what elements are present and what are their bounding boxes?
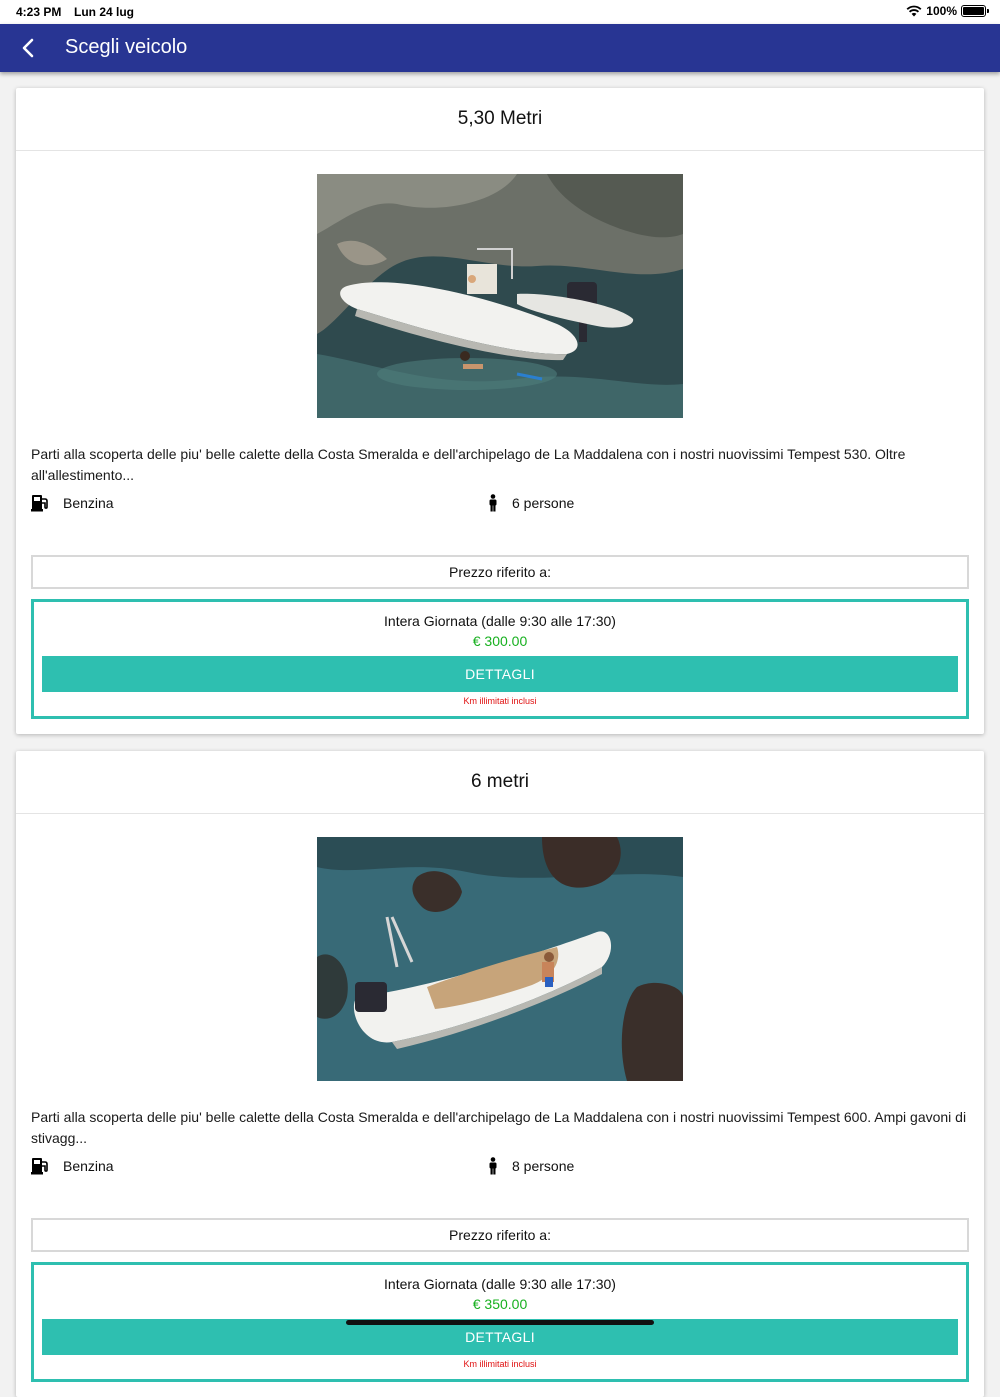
capacity-spec [488,1157,574,1175]
capacity-spec [488,494,574,512]
status-date: Lun 24 lug [74,5,134,19]
vehicle-description: Parti alla scoperta delle piu' belle calette della Costa Smeralda e dell'archipelago de La Maddalena con i nostri nuovissimi Tempest 530. Oltre all'allestimento... [31,446,906,483]
person-icon [488,1157,498,1175]
wifi-icon [906,5,922,17]
back-button[interactable] [10,30,46,66]
capacity-label: 8 persone [512,1158,575,1174]
chevron-left-icon [21,38,35,58]
offer-title: Intera Giornata (dalle 9:30 alle 17:30) [384,1276,616,1292]
rental-offer [31,599,969,719]
vehicle-card [16,751,984,1397]
vehicle-list[interactable] [0,72,1000,1369]
vehicle-specs [16,494,984,524]
details-button[interactable]: DETTAGLI [42,1319,958,1355]
vehicle-title: 6 metri [16,751,984,814]
fuel-label: Benzina [63,495,114,511]
page-title: Scegli veicolo [65,36,188,58]
fuel-pump-icon [31,1157,49,1175]
offer-note: Km illimitati inclusi [463,696,537,706]
app-bar [0,24,1000,72]
fuel-pump-icon [31,494,49,512]
home-indicator[interactable] [346,1320,654,1325]
fuel-label: Benzina [63,1158,114,1174]
vehicle-title: 5,30 Metri [16,88,984,151]
vehicle-card [16,88,984,734]
offer-price: € 350.00 [472,1296,528,1312]
fuel-spec [31,494,114,512]
details-button[interactable]: DETTAGLI [42,656,958,692]
capacity-label: 6 persone [512,495,575,511]
vehicle-photo [317,174,683,418]
status-time: 4:23 PM [16,5,62,19]
price-reference: Prezzo riferito a: [31,555,969,589]
status-bar [0,0,1000,24]
battery-percent: 100% [926,4,957,18]
battery-icon [961,5,986,17]
person-icon [488,494,498,512]
offer-note: Km illimitati inclusi [463,1359,537,1369]
offer-title: Intera Giornata (dalle 9:30 alle 17:30) [384,613,616,629]
vehicle-description: Parti alla scoperta delle piu' belle calette della Costa Smeralda e dell'archipelago de La Maddalena con i nostri nuovissimi Tempest 600. Ampi gavoni di stivagg... [31,1109,967,1146]
status-indicators [906,4,986,18]
vehicle-specs [16,1157,984,1187]
fuel-spec [31,1157,114,1175]
offer-price: € 300.00 [472,633,528,649]
vehicle-photo [317,837,683,1081]
price-reference: Prezzo riferito a: [31,1218,969,1252]
